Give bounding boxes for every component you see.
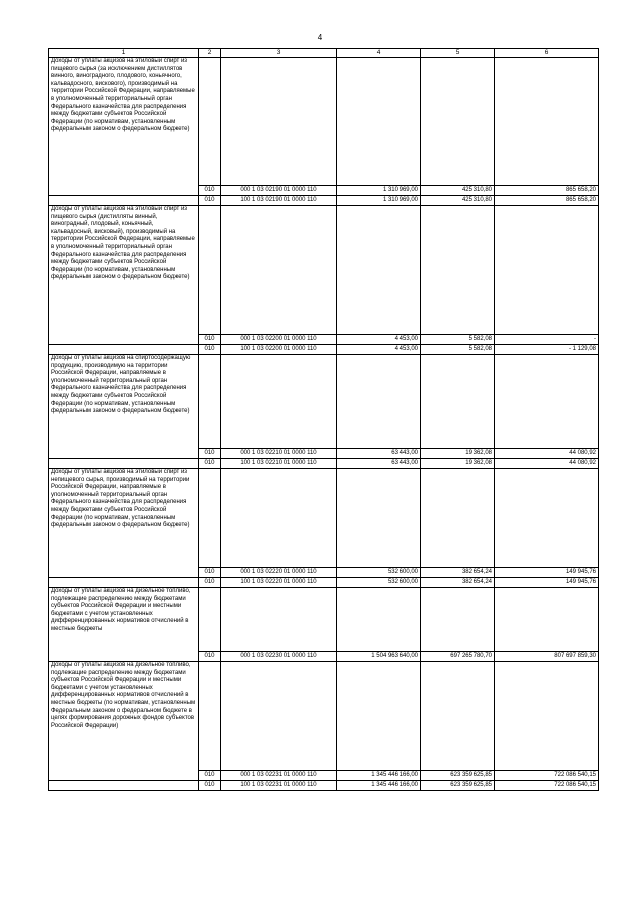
table-row bbox=[49, 345, 599, 355]
cell-remaining: - 1 129,08 bbox=[495, 345, 599, 355]
table-row bbox=[49, 781, 599, 791]
cell-line-code: 010 bbox=[199, 345, 221, 355]
cell-budget-code: 100 1 03 02220 01 0000 110 bbox=[221, 578, 337, 588]
cell-executed: 623 359 625,85 bbox=[421, 771, 495, 781]
cell-budget-code: 100 1 03 02231 01 0000 110 bbox=[221, 781, 337, 791]
cell-executed: 623 359 625,85 bbox=[421, 781, 495, 791]
cell-line-code: 010 bbox=[199, 335, 221, 345]
col-header-4: 4 bbox=[337, 49, 421, 58]
table-row-description bbox=[49, 662, 599, 771]
report-table bbox=[48, 48, 599, 791]
cell-executed: 697 265 780,70 bbox=[421, 652, 495, 662]
cell-executed: 382 654,24 bbox=[421, 578, 495, 588]
cell-remaining: 865 658,20 bbox=[495, 196, 599, 206]
cell-plan: 63 443,00 bbox=[337, 449, 421, 459]
cell-budget-code: 000 1 03 02210 01 0000 110 bbox=[221, 449, 337, 459]
row-description: Доходы от уплаты акцизов на дизельное топливо, подлежащие распределению между бюджетами субъектов Российской Федерации и местными бюджетами с учетом установленных дифференцированных нормативов отчислений в местные бюджеты (по нормативам, установленным Федеральным законом о федеральном бюджете в целях формирования дорожных фондов субъектов Российской Федерации) bbox=[49, 662, 199, 781]
cell-plan: 532 600,00 bbox=[337, 568, 421, 578]
cell-remaining: - bbox=[495, 335, 599, 345]
cell-executed: 5 582,08 bbox=[421, 345, 495, 355]
cell-remaining: 722 086 540,15 bbox=[495, 781, 599, 791]
table-row bbox=[49, 578, 599, 588]
cell-budget-code: 000 1 03 02230 01 0000 110 bbox=[221, 652, 337, 662]
cell-budget-code: 000 1 03 02220 01 0000 110 bbox=[221, 568, 337, 578]
cell-budget-code: 000 1 03 02190 01 0000 110 bbox=[221, 186, 337, 196]
cell-line-code: 010 bbox=[199, 459, 221, 469]
cell-remaining: 44 080,92 bbox=[495, 459, 599, 469]
row-description: Доходы от уплаты акцизов на спиртосодержащую продукцию, производимую на территории Российской Федерации, направляемые в уполномоченный территориальный орган Федерального казначейства для распределения между бюджетами субъектов Российской Федерации (по нормативам, установленным федеральным законом о федеральном бюджете) bbox=[49, 355, 199, 459]
cell-plan: 1 345 446 166,00 bbox=[337, 771, 421, 781]
col-header-1: 1 bbox=[49, 49, 199, 58]
cell-remaining: 722 086 540,15 bbox=[495, 771, 599, 781]
cell-remaining: 149 945,76 bbox=[495, 578, 599, 588]
cell-budget-code: 100 1 03 02190 01 0000 110 bbox=[221, 196, 337, 206]
cell-executed: 425 310,80 bbox=[421, 196, 495, 206]
cell-line-code: 010 bbox=[199, 781, 221, 791]
cell-line-code: 010 bbox=[199, 578, 221, 588]
header-row bbox=[49, 49, 599, 58]
cell-line-code: 010 bbox=[199, 771, 221, 781]
cell-line-code: 010 bbox=[199, 449, 221, 459]
cell-remaining: 865 658,20 bbox=[495, 186, 599, 196]
page-number: 4 bbox=[317, 33, 323, 42]
cell-remaining: 807 697 859,30 bbox=[495, 652, 599, 662]
cell-remaining: 44 080,92 bbox=[495, 449, 599, 459]
row-description: Доходы от уплаты акцизов на этиловый спирт из пищевого сырья (дистилляты винный, виноградный, плодовый, коньячный, кальвадосный, висковый), производимый на территории Российской Федерации, направляемые в уполномоченный территориальный орган Федерального казначейства для распределения между бюджетами субъектов Российской Федерации (по нормативам, установленным федеральным законом о федеральном бюджете) bbox=[49, 206, 199, 345]
row-description: Доходы от уплаты акцизов на дизельное топливо, подлежащие распределению между бюджетами субъектов Российской Федерации и местными бюджетами с учетом установленных дифференцированных нормативов отчислений в местные бюджеты bbox=[49, 588, 199, 662]
table-row bbox=[49, 196, 599, 206]
table-row-description bbox=[49, 355, 599, 449]
cell-executed: 19 362,08 bbox=[421, 459, 495, 469]
cell-plan: 1 504 963 640,00 bbox=[337, 652, 421, 662]
row-description: Доходы от уплаты акцизов на этиловый спирт из пищевого сырья (за исключением дистиллятов винного, виноградного, плодового, коньячного, кальвадосного, вискового), производимый на территории Российской Федерации, направляемые в уполномоченный территориальный орган Федерального казначейства для распределения между бюджетами субъектов Российской Федерации (по нормативам, установленным федеральным законом о федеральном бюджете) bbox=[49, 58, 199, 196]
cell-line-code: 010 bbox=[199, 196, 221, 206]
table-row bbox=[49, 459, 599, 469]
cell-plan: 1 345 446 166,00 bbox=[337, 781, 421, 791]
col-header-2: 2 bbox=[199, 49, 221, 58]
col-header-6: 6 bbox=[495, 49, 599, 58]
cell-plan: 63 443,00 bbox=[337, 459, 421, 469]
cell-executed: 5 582,08 bbox=[421, 335, 495, 345]
cell-executed: 425 310,80 bbox=[421, 186, 495, 196]
cell-plan: 1 310 969,00 bbox=[337, 196, 421, 206]
cell-line-code: 010 bbox=[199, 186, 221, 196]
cell-executed: 19 362,08 bbox=[421, 449, 495, 459]
cell-executed: 382 654,24 bbox=[421, 568, 495, 578]
table-row-description bbox=[49, 58, 599, 186]
cell-remaining: 149 945,76 bbox=[495, 568, 599, 578]
cell-line-code: 010 bbox=[199, 652, 221, 662]
col-header-3: 3 bbox=[221, 49, 337, 58]
cell-line-code: 010 bbox=[199, 568, 221, 578]
cell-plan: 532 600,00 bbox=[337, 578, 421, 588]
cell-budget-code: 100 1 03 02200 01 0000 110 bbox=[221, 345, 337, 355]
table-row-description bbox=[49, 469, 599, 568]
cell-plan: 1 310 969,00 bbox=[337, 186, 421, 196]
cell-budget-code: 000 1 03 02231 01 0000 110 bbox=[221, 771, 337, 781]
cell-budget-code: 100 1 03 02210 01 0000 110 bbox=[221, 459, 337, 469]
cell-plan: 4 453,00 bbox=[337, 335, 421, 345]
table-row-description bbox=[49, 206, 599, 335]
col-header-5: 5 bbox=[421, 49, 495, 58]
cell-budget-code: 000 1 03 02200 01 0000 110 bbox=[221, 335, 337, 345]
table-row-description bbox=[49, 588, 599, 652]
cell-plan: 4 453,00 bbox=[337, 345, 421, 355]
row-description: Доходы от уплаты акцизов на этиловый спирт из непищевого сырья, производимый на территории Российской Федерации, направляемые в уполномоченный территориальный орган Федерального казначейства для распределения между бюджетами субъектов Российской Федерации (по нормативам, установленным федеральным законом о федеральном бюджете) bbox=[49, 469, 199, 578]
